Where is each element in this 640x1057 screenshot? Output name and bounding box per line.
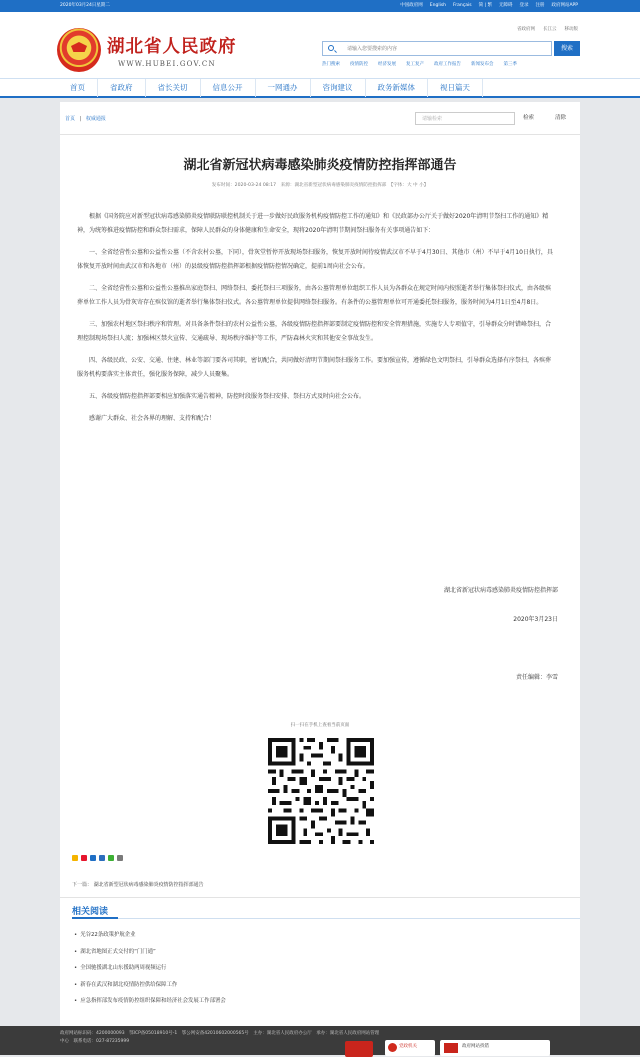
nav-item-consult[interactable]: 咨询建议 (311, 79, 366, 97)
top-link-french[interactable]: Français (453, 3, 472, 8)
share-weibo-icon[interactable] (81, 855, 87, 861)
top-links (400, 0, 578, 12)
article-date: 2020年3月23日 (513, 616, 558, 623)
related-item[interactable]: • 湖北省地图正式交付的“门门通” (74, 944, 226, 961)
main-nav (0, 78, 640, 98)
related-underline (72, 918, 580, 919)
share-qzone-icon[interactable] (72, 855, 78, 861)
share-tencent-icon[interactable] (90, 855, 96, 861)
report-error-badge[interactable]: 政府网站找错 (440, 1040, 550, 1056)
site-search-input[interactable] (347, 44, 547, 54)
header-links (517, 26, 578, 32)
related-item[interactable]: • 光谷22条政策护航企业 (74, 927, 226, 944)
breadcrumb (65, 115, 106, 122)
hot-search-label: 热门搜索 (322, 62, 340, 67)
related-item[interactable]: • 应急指挥部发布疫情防控组织保障和经济社会发展工作部署会 (74, 993, 226, 1010)
inner-search-button[interactable]: 检索 (523, 115, 535, 121)
top-link-english[interactable]: English (429, 3, 447, 8)
footer-text: 政府网站标识码：4200000093 鄂ICP备05018910号-1 鄂公网安备42010602000565号 主办：湖北省人民政府办公厅 承办：湖北省人民政府网站管理中心 联系电话：027-87235999 (60, 1031, 380, 1044)
national-emblem-icon (57, 28, 101, 72)
related-list (74, 927, 226, 1010)
site-footer (0, 1026, 640, 1055)
top-link-gov[interactable]: 中国政府网 (400, 3, 423, 8)
next-article-label: 下一篇： (72, 882, 93, 888)
share-more-icon[interactable] (117, 855, 123, 861)
top-link-register[interactable]: 注册 (535, 3, 545, 8)
divider (60, 897, 580, 898)
header-link-province[interactable]: 省政府网 (517, 27, 535, 32)
hot-word[interactable]: 第三季 (503, 62, 517, 67)
share-bar (72, 855, 123, 861)
site-url: WWW.HUBEI.GOV.CN (118, 60, 216, 68)
article-editor: 责任编辑：李雪 (515, 674, 558, 681)
nav-item-new-media[interactable]: 政务新媒体 (366, 79, 429, 97)
site-title[interactable]: 湖北省人民政府 (107, 37, 237, 57)
nav-item-info-public[interactable]: 信息公开 (201, 79, 256, 97)
article-body (77, 210, 555, 434)
breadcrumb-home[interactable]: 首页 (65, 116, 76, 122)
article-paragraph: 二、全省经营性公墓和公益性公墓推出家庭祭扫、网络祭扫、委托祭扫三项服务，由各公墓管理单位组织工作人员为各群众在规定时间内按照逝者举行集体祭扫仪式，由各级殡葬单位工作人员为骨灰寄存在殡仪馆的逝者举行集体祭扫仪式。各公墓管理单位提供网络祭扫服务。有条件的公墓管理单位可开通委托祭扫服务，服务时间为4月1日至4月8日。 (77, 285, 552, 306)
article-meta: 发布时间：2020-03-24 08:17 来源：湖北省新型冠状病毒感染肺炎疫情防控指挥部 【字体：大 中 小】 (211, 183, 429, 188)
nav-item-home[interactable]: 首页 (62, 79, 98, 97)
nav-item-services[interactable]: 一网通办 (256, 79, 311, 97)
nav-item-governor[interactable]: 省长关切 (146, 79, 201, 97)
nav-item-government[interactable]: 省政府 (98, 79, 146, 97)
top-link-accessibility[interactable]: 无障碍 (498, 3, 513, 8)
nav-item-video[interactable]: 视日篇天 (428, 79, 483, 97)
divider (60, 134, 580, 135)
article-paragraph: 一、全省经营性公墓和公益性公墓（不含农村公墓，下同），骨灰堂暂停开放现场祭扫服务，恢复开放时间待疫情武汉市不早于4月30日、其他市（州）不早于4月10日执行，具体恢复开放时间由武汉市和各地市（州）的县级疫情防控指挥部根据疫情防控情况确定，提前1周向社会公布。 (77, 249, 553, 270)
top-bar (0, 0, 640, 12)
breadcrumb-current[interactable]: 权威通报 (85, 116, 106, 122)
hot-word[interactable]: 政府工作报告 (434, 62, 461, 67)
article-title: 湖北省新冠状病毒感染肺炎疫情防控指挥部通告 (183, 158, 457, 173)
qr-code-icon (264, 734, 378, 848)
inner-search-input[interactable]: 请输检索 (415, 112, 515, 125)
related-item[interactable]: • 新春在武汉和湖北疫情防控供给保障工作 (74, 977, 226, 994)
article-paragraph: 根据《国务院应对新型冠状病毒感染肺炎疫情联防联控机制关于进一步做好民政服务机构疫情防控工作的通知》和《民政部办公厅关于做好2020年清明节祭扫工作的通知》精神，为统筹推进疫情防控和群众祭扫需求，保障人民群众的身体健康和生命安全，现将2020年清明节期间祭扫服务有关事项通告如下： (77, 213, 549, 234)
top-link-simplified-traditional[interactable]: 简 | 繁 (478, 3, 492, 8)
party-gov-badge[interactable]: 党政机关 (385, 1040, 435, 1056)
article-paragraph: 感谢广大群众、社会各界的理解、支持和配合！ (89, 415, 216, 422)
site-search-button[interactable]: 搜索 (554, 41, 580, 56)
article-signature: 湖北省新冠状病毒感染肺炎疫情防控指挥部 (443, 587, 558, 594)
qr-caption: 扫一扫在手机上查看当前页面 (290, 723, 350, 728)
site-search-box (322, 41, 552, 56)
article-paragraph: 四、各级民政、公安、交通、住建、林业等部门要各司其职，密切配合，共同做好清明节期间祭扫服务工作。要加强宣传，遵循绿色文明祭扫，引导群众选择有序祭扫，各殡葬服务机构要落实主体责任，强化服务保障，减少人员聚集。 (77, 357, 552, 378)
hot-word[interactable]: 疫情防控 (350, 62, 368, 67)
next-article-link[interactable]: 湖北省新型冠状病毒感染肺炎疫情防控指挥部通告 (93, 882, 204, 888)
inner-search (415, 109, 575, 127)
share-wechat-icon[interactable] (108, 855, 114, 861)
current-date: 2020年03月24日星期二 (60, 3, 110, 8)
inner-clear-button[interactable]: 清除 (555, 115, 567, 121)
hot-search (322, 61, 517, 67)
article-paragraph: 五、各级疫情防控指挥部要相应加强落实通告精神，防控时段服务祭扫安排、祭扫方式及时向社会公布。 (89, 393, 366, 400)
hot-word[interactable]: 新闻发布会 (471, 62, 494, 67)
related-item[interactable]: • 全国驰援湖北山东援助两周视频运行 (74, 960, 226, 977)
breadcrumb-separator: | (79, 116, 82, 122)
top-link-login[interactable]: 登录 (519, 3, 529, 8)
top-link-app[interactable]: 政府网站APP (551, 3, 578, 8)
share-renren-icon[interactable] (99, 855, 105, 861)
header-link-changjiang[interactable]: 长江云 (543, 27, 557, 32)
search-icon (328, 45, 334, 51)
related-title: 相关阅读 (72, 907, 109, 917)
hot-word[interactable]: 经济发展 (378, 62, 396, 67)
main-content (60, 102, 580, 1044)
next-article (72, 881, 204, 888)
hot-word[interactable]: 复工复产 (406, 62, 424, 67)
site-header (0, 12, 640, 78)
header-link-mobile[interactable]: 移动版 (564, 27, 578, 32)
article-paragraph: 三、加强农村地区祭扫秩序和管理。对具备条件祭扫的农村公益性公墓，各级疫情防控指挥部要制定疫情防控和安全管理措施，实施专人专项值守，引导群众分时错峰祭扫，合理控制现场祭扫人流；加强林区禁火宣传、交通疏导、现场秩序维护等工作，严防森林火灾和其他安全事故发生。 (77, 321, 552, 342)
